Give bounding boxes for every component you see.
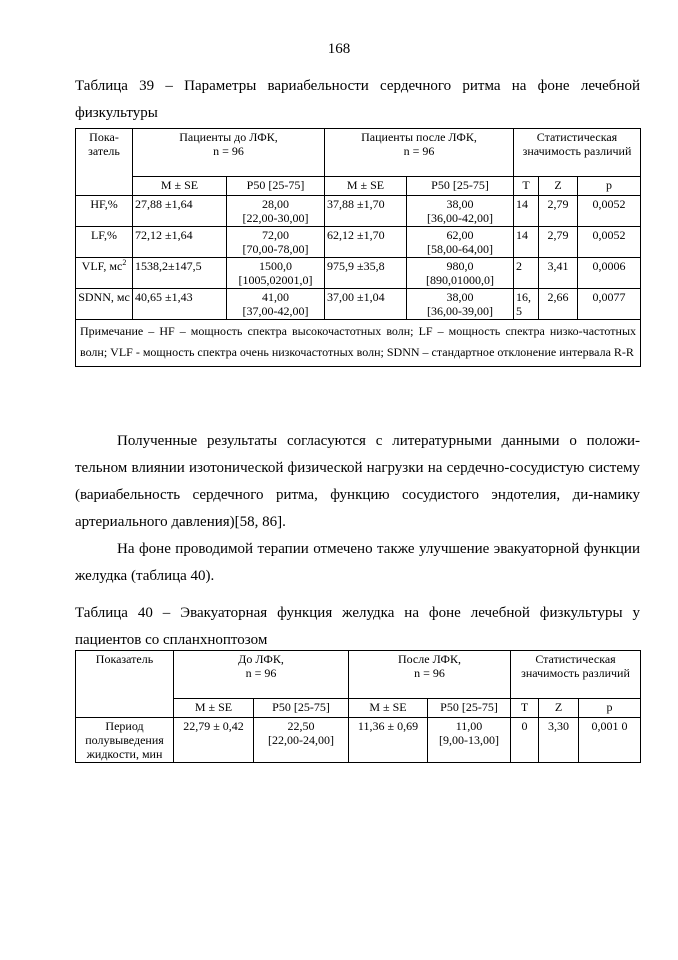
row-name: HF,% — [76, 196, 133, 227]
header-significance: Статистическая значимость различий — [511, 651, 641, 699]
cell-t: 16, 5 — [514, 289, 539, 320]
cell-after-p50: 980,0 [890,01000,0] — [407, 258, 514, 289]
cell-before-mse: 22,79 ± 0,42 — [174, 718, 254, 763]
header-after-p50: P50 [25-75] — [407, 177, 514, 196]
table-note: Примечание – HF – мощность спектра высокочастотных волн; LF – мощность спектра низко-частотных волн; VLF - мощность спектра очень низкочастотных волн; SDNN – стандартное отклонение интервала R-R — [76, 320, 641, 367]
header-before: Пациенты до ЛФК, n = 96 — [133, 129, 325, 177]
header-before-mse: M ± SE — [174, 699, 254, 718]
header-before-p50: P50 [25-75] — [227, 177, 325, 196]
table-row — [76, 289, 641, 320]
header-z: Z — [539, 699, 579, 718]
cell-z: 2,66 — [539, 289, 578, 320]
cell-after-p50: 11,00 [9,00-13,00] — [428, 718, 511, 763]
header-indicator: Показатель — [76, 651, 174, 718]
cell-before-mse: 27,88 ±1,64 — [133, 196, 227, 227]
table-39-caption: Таблица 39 – Параметры вариабельности сердечного ритма на фоне лечебной физкультуры — [75, 78, 640, 121]
paragraph-therapy: На фоне проводимой терапии отмечено также улучшение эвакуаторной функции желудка (таблица 40). — [75, 541, 640, 584]
cell-before-mse: 1538,2±147,5 — [133, 258, 227, 289]
cell-before-p50: 1500,0 [1005,02001,0] — [227, 258, 325, 289]
header-after: После ЛФК, n = 96 — [349, 651, 511, 699]
cell-z: 3,30 — [539, 718, 579, 763]
cell-z: 3,41 — [539, 258, 578, 289]
row-name: VLF, $мс^2$ — [76, 258, 133, 289]
header-z: Z — [539, 177, 578, 196]
cell-after-mse: 62,12 ±1,70 — [325, 227, 407, 258]
cell-after-mse: 975,9 ±35,8 — [325, 258, 407, 289]
cell-before-mse: 72,12 ±1,64 — [133, 227, 227, 258]
header-significance: Статистическая значимость различий — [514, 129, 641, 177]
cell-after-mse: 37,00 ±1,04 — [325, 289, 407, 320]
header-after-mse: M ± SE — [325, 177, 407, 196]
header-after: Пациенты после ЛФК, n = 96 — [325, 129, 514, 177]
cell-t: 14 — [514, 196, 539, 227]
row-name: Период полувыведения жидкости, мин — [76, 718, 174, 763]
cell-after-mse: 11,36 ± 0,69 — [349, 718, 428, 763]
header-indicator: Пока-затель — [76, 129, 133, 196]
header-t: T — [511, 699, 539, 718]
page-number: 168 — [327, 41, 351, 57]
cell-before-p50: 22,50 [22,00-24,00] — [254, 718, 349, 763]
cell-before-p50: 72,00 [70,00-78,00] — [227, 227, 325, 258]
cell-after-mse: 37,88 ±1,70 — [325, 196, 407, 227]
cell-after-p50: 62,00 [58,00-64,00] — [407, 227, 514, 258]
cell-before-p50: 28,00 [22,00-30,00] — [227, 196, 325, 227]
cell-p: 0,0077 — [578, 289, 641, 320]
header-after-mse: M ± SE — [349, 699, 428, 718]
row-name: LF,% — [76, 227, 133, 258]
cell-t: 14 — [514, 227, 539, 258]
cell-z: 2,79 — [539, 227, 578, 258]
cell-p: 0,0052 — [578, 196, 641, 227]
header-before-p50: P50 [25-75] — [254, 699, 349, 718]
table-row — [76, 227, 641, 258]
table-40-caption: Таблица 40 – Эвакуаторная функция желудка на фоне лечебной физкультуры у пациентов со спланхноптозом — [75, 605, 640, 648]
paragraph-results: Полученные результаты согласуются с литературными данными о положи-тельном влиянии изотонической физической нагрузки на сердечно-сосудистую систему (вариабельность сердечного ритма, функцию сосудистого эндотелия, ди-намику артериального давления)[58, 86]. — [75, 433, 640, 530]
header-t: T — [514, 177, 539, 196]
cell-z: 2,79 — [539, 196, 578, 227]
cell-t: 0 — [511, 718, 539, 763]
cell-t: 2 — [514, 258, 539, 289]
header-p: p — [578, 177, 641, 196]
table-40 — [75, 650, 641, 763]
table-row — [76, 258, 641, 289]
row-name: SDNN, мс — [76, 289, 133, 320]
header-before: До ЛФК, n = 96 — [174, 651, 349, 699]
cell-p: 0,0052 — [578, 227, 641, 258]
header-before-mse: M ± SE — [133, 177, 227, 196]
table-row — [76, 718, 641, 763]
cell-after-p50: 38,00 [36,00-42,00] — [407, 196, 514, 227]
cell-p: 0,0006 — [578, 258, 641, 289]
table-39 — [75, 128, 641, 367]
cell-before-p50: 41,00 [37,00-42,00] — [227, 289, 325, 320]
cell-p: 0,001 0 — [579, 718, 641, 763]
cell-before-mse: 40,65 ±1,43 — [133, 289, 227, 320]
table-row — [76, 196, 641, 227]
cell-after-p50: 38,00 [36,00-39,00] — [407, 289, 514, 320]
header-after-p50: P50 [25-75] — [428, 699, 511, 718]
header-p: p — [579, 699, 641, 718]
